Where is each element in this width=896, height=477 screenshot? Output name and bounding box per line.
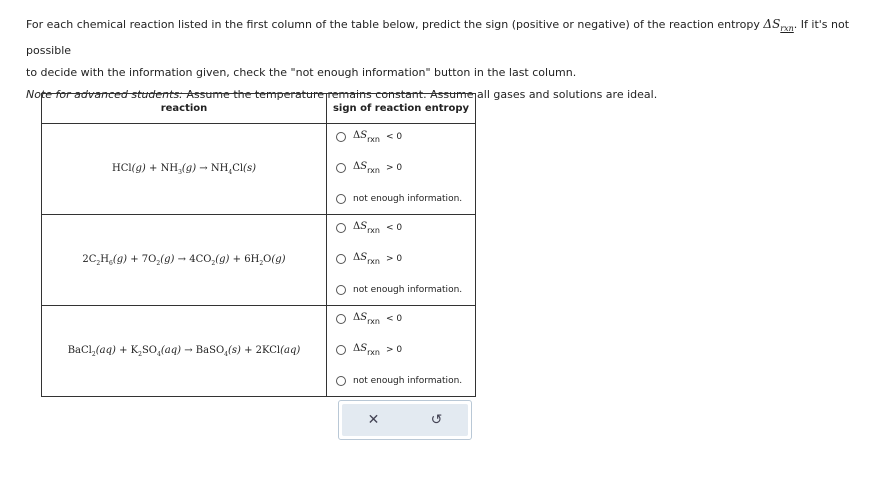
reaction-arrow: →	[184, 344, 193, 356]
greater-than-zero: > 0	[385, 163, 403, 173]
option-not-enough[interactable]	[336, 194, 462, 204]
reactant-1: C	[88, 253, 97, 265]
reactant-2: NH	[160, 162, 179, 174]
subscript: 4	[228, 168, 233, 176]
s: S	[360, 161, 368, 172]
coefficient: 6	[244, 253, 251, 265]
plus-sign: +	[130, 253, 139, 265]
subscript: 4	[224, 350, 228, 358]
subscript: 2	[156, 259, 161, 267]
reaction-arrow: →	[177, 253, 186, 265]
instructions-text-b: . If it's not possible	[26, 18, 850, 57]
undo-icon: ↺	[430, 412, 443, 428]
toolbar-inner	[342, 404, 468, 436]
option-positive[interactable]	[336, 161, 402, 175]
radio-button[interactable]	[336, 254, 346, 264]
s: S	[360, 343, 368, 354]
radio-button[interactable]	[336, 376, 346, 386]
option-positive[interactable]	[336, 343, 402, 357]
radio-button[interactable]	[336, 194, 346, 204]
state: (aq)	[280, 344, 301, 356]
close-icon: ✕	[367, 412, 380, 428]
reactant-1: BaCl	[67, 344, 92, 356]
state: (s)	[243, 162, 256, 174]
product-2-b: O	[263, 253, 272, 265]
less-than-zero: < 0	[385, 223, 403, 233]
coefficient: 7	[141, 253, 149, 265]
product-1-b: Cl	[232, 162, 244, 174]
greater-than-zero: > 0	[385, 345, 403, 355]
subscript: 2	[96, 259, 101, 267]
not-enough-label: not enough information.	[353, 194, 463, 204]
subscript: 6	[108, 259, 113, 267]
instructions-line-2: to decide with the information given, check the "not enough information" button in the last column.	[26, 66, 577, 79]
options-2	[327, 215, 476, 306]
product-1: BaSO	[195, 344, 225, 356]
plus-sign: +	[119, 344, 128, 356]
greater-than-zero: > 0	[385, 254, 403, 264]
option-positive[interactable]	[336, 252, 402, 266]
radio-button[interactable]	[336, 345, 346, 355]
plus-sign: +	[232, 253, 242, 265]
s: S	[360, 252, 368, 263]
delta-s-label	[353, 252, 380, 266]
rxn: rxn	[367, 348, 380, 357]
s: S	[360, 130, 368, 141]
delta-s-label	[353, 221, 380, 235]
reaction-3	[42, 306, 327, 397]
option-not-enough[interactable]	[336, 376, 462, 386]
s: S	[360, 221, 368, 232]
radio-button[interactable]	[336, 314, 346, 324]
reaction-arrow: →	[199, 162, 208, 174]
rxn: rxn	[367, 226, 380, 235]
plus-sign: +	[149, 162, 158, 174]
header-reaction: reaction	[42, 94, 327, 124]
clear-button[interactable]	[359, 408, 389, 432]
reaction-table	[41, 93, 476, 397]
state: (g)	[271, 253, 286, 265]
s: S	[360, 312, 368, 323]
state: (g)	[112, 253, 128, 265]
options-3	[327, 306, 476, 397]
plus-sign: +	[244, 344, 253, 356]
undo-button[interactable]	[422, 408, 452, 432]
table-header-row	[42, 94, 476, 124]
table-row	[42, 215, 476, 306]
state: (g)	[160, 253, 175, 265]
reactant-1: HCl	[112, 162, 132, 174]
note-label: Note for advanced students:	[26, 88, 183, 101]
option-negative[interactable]	[336, 312, 402, 326]
state: (g)	[215, 253, 230, 265]
instructions-line-1	[26, 13, 886, 62]
subscript: 3	[178, 168, 182, 176]
product-1: CO	[195, 253, 212, 265]
entropy-symbol	[763, 17, 793, 31]
entropy-symbol-text: ΔS	[763, 17, 781, 31]
subscript: 2	[91, 350, 96, 358]
less-than-zero: < 0	[385, 132, 403, 142]
answer-toolbar	[338, 400, 472, 440]
delta-s-label	[353, 312, 380, 326]
state: (aq)	[95, 344, 116, 356]
radio-button[interactable]	[336, 163, 346, 173]
delta-s-label	[353, 130, 380, 144]
table-row	[42, 124, 476, 215]
product-2: KCl	[262, 344, 281, 356]
state: (g)	[131, 162, 146, 174]
reactant-1-b: H	[100, 253, 109, 265]
state: (g)	[181, 162, 197, 174]
coefficient: 2	[255, 344, 263, 356]
radio-button[interactable]	[336, 223, 346, 233]
delta-s-label	[353, 343, 380, 357]
radio-button[interactable]	[336, 132, 346, 142]
table-row	[42, 306, 476, 397]
rxn: rxn	[367, 317, 380, 326]
delta: Δ	[353, 252, 361, 263]
delta: Δ	[353, 130, 361, 141]
option-not-enough[interactable]	[336, 285, 462, 295]
note-text: Assume the temperature remains constant. Assume all gases and solutions are ideal.	[182, 88, 658, 101]
state: (s)	[227, 344, 241, 356]
reaction-2	[42, 215, 327, 306]
product-2: H	[250, 253, 260, 265]
reaction-1	[42, 124, 327, 215]
delta: Δ	[353, 343, 361, 354]
options-1	[327, 124, 476, 215]
delta: Δ	[353, 221, 361, 232]
delta: Δ	[353, 312, 361, 323]
coefficient: 4	[189, 253, 196, 265]
delta-s-label	[353, 161, 380, 175]
header-sign: sign of reaction entropy	[327, 94, 476, 124]
reactant-2-b: SO	[141, 344, 158, 356]
subscript: 2	[259, 259, 264, 267]
entropy-symbol-sub: rxn	[780, 24, 794, 33]
radio-button[interactable]	[336, 285, 346, 295]
not-enough-label: not enough information.	[353, 376, 463, 386]
option-negative[interactable]	[336, 221, 402, 235]
reactant-2: K	[130, 344, 139, 356]
coefficient: 2	[82, 253, 89, 265]
delta: Δ	[353, 161, 361, 172]
subscript: 4	[157, 350, 161, 358]
subscript: 2	[211, 259, 216, 267]
rxn: rxn	[367, 135, 380, 144]
state: (aq)	[160, 344, 182, 356]
not-enough-label: not enough information.	[353, 285, 463, 295]
rxn: rxn	[367, 166, 380, 175]
reactant-2: O	[148, 253, 157, 265]
less-than-zero: < 0	[385, 314, 403, 324]
subscript: 2	[138, 350, 142, 358]
product-1: NH	[210, 162, 229, 174]
rxn: rxn	[367, 257, 380, 266]
instructions-text-a: For each chemical reaction listed in the first column of the table below, predict the sign (positive or negative) of the reaction entropy	[26, 18, 764, 31]
option-negative[interactable]	[336, 130, 402, 144]
